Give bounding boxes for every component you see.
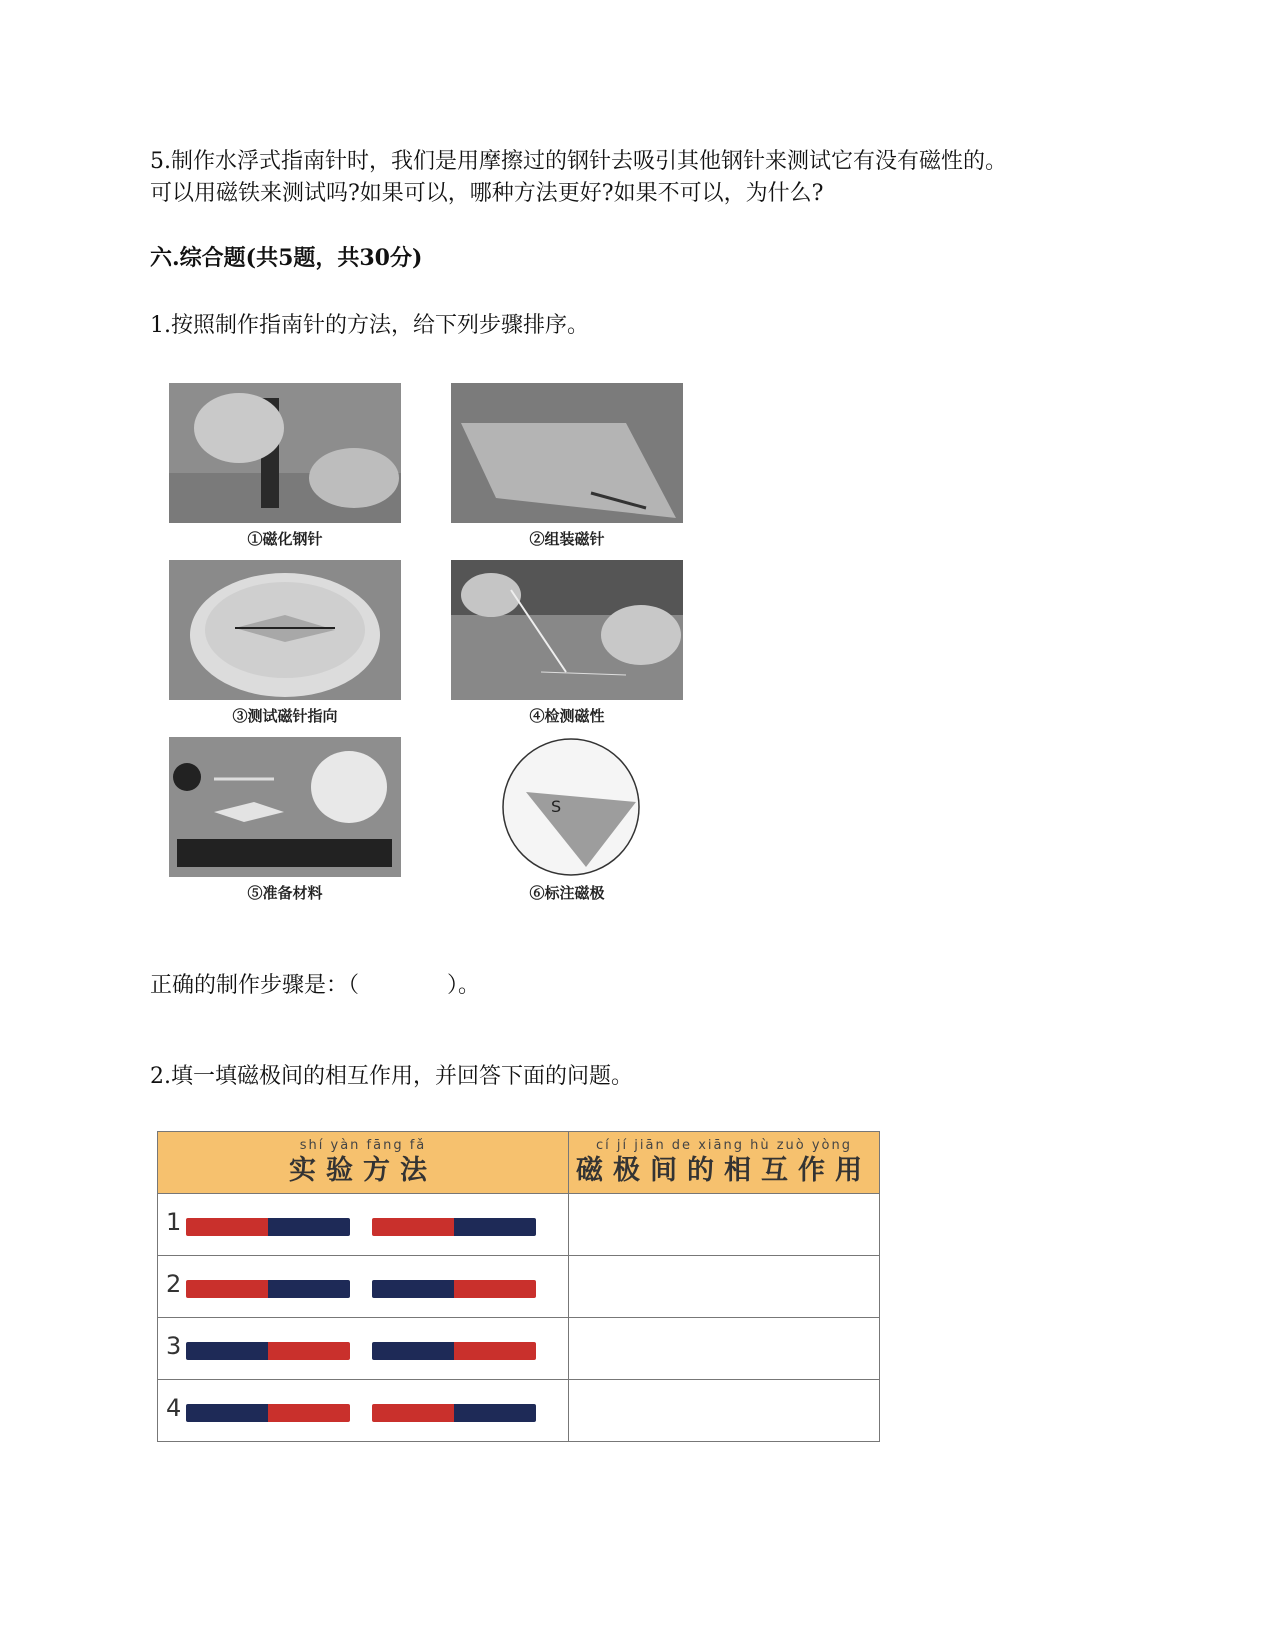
bar-magnet-right: [372, 1404, 536, 1422]
method-cell: [158, 1318, 569, 1380]
prepare-materials-image: [169, 737, 401, 877]
table-header-row: [158, 1132, 880, 1194]
interaction-pinyin: cí jí jiān de xiāng hù zuò yòng: [596, 1137, 852, 1153]
method-pinyin: shí yàn fāng fǎ: [299, 1137, 427, 1153]
q1-answer: 正确的制作步骤是：（ ）。: [150, 973, 481, 998]
photo-check-magnetism: [451, 560, 683, 700]
photo-magnetize-needle: [169, 383, 401, 523]
table-row: [158, 1380, 880, 1442]
step-caption-1: ①磁化钢针: [247, 530, 323, 548]
method-title: 实验方法: [289, 1154, 437, 1186]
bar-magnet-right: [372, 1342, 536, 1360]
bar-magnet-left: [186, 1342, 350, 1360]
interaction-title: 磁极间的相互作用: [576, 1154, 872, 1186]
photo-prepare-materials: [169, 737, 401, 877]
row-number: 4: [166, 1394, 182, 1422]
photo-mark-poles: [451, 737, 683, 877]
table-row: [158, 1194, 880, 1256]
row-number: 2: [166, 1270, 182, 1298]
step-caption-5: ⑤准备材料: [247, 884, 323, 902]
photo-test-direction: [169, 560, 401, 700]
bar-magnet-right: [372, 1218, 536, 1236]
step-caption-4: ④检测磁性: [529, 707, 605, 725]
step-caption-2: ②组装磁针: [529, 530, 605, 548]
bar-magnet-right: [372, 1280, 536, 1298]
interaction-answer-cell[interactable]: [569, 1194, 880, 1256]
bar-magnet-left: [186, 1280, 350, 1298]
interaction-answer-cell[interactable]: [569, 1318, 880, 1380]
bar-magnet-left: [186, 1218, 350, 1236]
assemble-needle-image: [451, 383, 683, 523]
test-direction-image: [169, 560, 401, 700]
method-cell: [158, 1194, 569, 1256]
check-magnetism-image: [451, 560, 683, 700]
method-cell: [158, 1380, 569, 1442]
table-row: [158, 1256, 880, 1318]
step-caption-3: ③测试磁针指向: [232, 707, 338, 725]
header-interaction: [569, 1132, 880, 1194]
mark-poles-image: [451, 737, 683, 877]
header-method: [158, 1132, 569, 1194]
q1-prompt: 1.按照制作指南针的方法，给下列步骤排序。: [150, 313, 589, 338]
section-heading: 六.综合题(共5题，共30分): [150, 245, 423, 271]
bar-magnet-left: [186, 1404, 350, 1422]
q2-prompt: 2.填一填磁极间的相互作用，并回答下面的问题。: [150, 1064, 633, 1089]
q5-line2: 可以用磁铁来测试吗?如果可以，哪种方法更好?如果不可以，为什么?: [150, 181, 824, 206]
interaction-answer-cell[interactable]: [569, 1380, 880, 1442]
magnet-table: [157, 1131, 880, 1442]
table-row: [158, 1318, 880, 1380]
step-caption-6: ⑥标注磁极: [529, 884, 605, 902]
q5-line1: 5.制作水浮式指南针时，我们是用摩擦过的钢针去吸引其他钢针来测试它有没有磁性的。: [150, 149, 1007, 174]
row-number: 3: [166, 1332, 182, 1360]
magnetize-needle-image: [169, 383, 401, 523]
svg-text:S: S: [551, 797, 562, 816]
row-number: 1: [166, 1208, 182, 1236]
method-cell: [158, 1256, 569, 1318]
photo-assemble-needle: [451, 383, 683, 523]
interaction-answer-cell[interactable]: [569, 1256, 880, 1318]
